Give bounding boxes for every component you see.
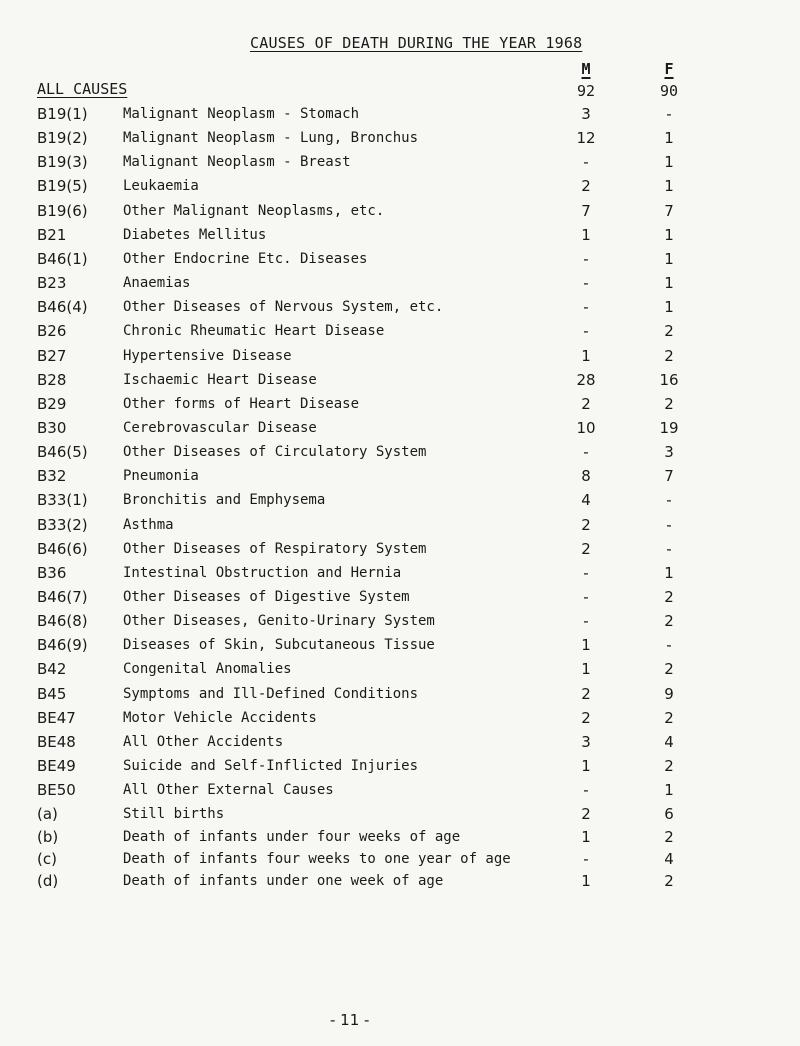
cause-code: B36 (37, 563, 67, 582)
female-count: 2 (664, 827, 674, 846)
cause-description: Death of infants four weeks to one year of age (123, 850, 511, 867)
table-row (0, 296, 800, 318)
male-count: - (583, 274, 589, 293)
table-row (0, 151, 800, 173)
cause-code: B27 (37, 346, 67, 365)
male-count: - (583, 153, 589, 172)
cause-code: B33(1) (37, 491, 88, 510)
male-count: 28 (576, 370, 596, 389)
cause-code: B46(9) (37, 636, 88, 655)
female-count: - (666, 491, 672, 510)
table-row (0, 683, 800, 705)
cause-description: Chronic Rheumatic Heart Disease (123, 323, 385, 340)
table-row (0, 272, 800, 294)
female-count: 1 (664, 274, 674, 293)
female-count: 7 (664, 467, 674, 486)
table-row (0, 489, 800, 511)
table-row (0, 369, 800, 391)
all-causes-female-total: 90 (659, 82, 679, 100)
cause-code: BE48 (37, 732, 76, 751)
table-row (0, 175, 800, 197)
male-count: 2 (581, 708, 591, 727)
female-count: 4 (664, 732, 674, 751)
cause-description: Death of infants under four weeks of age (123, 828, 461, 845)
male-count: 3 (581, 732, 591, 751)
cause-code: B46(7) (37, 588, 88, 606)
female-count: - (666, 539, 672, 558)
cause-description: All Other Accidents (123, 733, 284, 750)
male-count: 2 (581, 177, 591, 196)
cause-description: Malignant Neoplasm - Lung, Bronchus (123, 130, 419, 147)
table-row (0, 417, 800, 439)
cause-code: BE49 (37, 757, 76, 776)
cause-code: B19(5) (37, 177, 88, 196)
cause-code: B33(2) (37, 515, 88, 534)
female-count: 19 (659, 418, 679, 437)
female-count: 1 (664, 177, 674, 196)
cause-description: Other Diseases of Circulatory System (123, 444, 427, 461)
female-count: 2 (664, 346, 674, 365)
cause-description: Malignant Neoplasm - Breast (123, 154, 351, 171)
female-count: 1 (664, 129, 674, 148)
female-count: 7 (664, 201, 674, 220)
female-count: - (666, 515, 672, 534)
cause-description: Other Diseases of Digestive System (123, 589, 410, 605)
column-header-male: M (581, 60, 591, 78)
female-count: 6 (664, 805, 674, 824)
table-row (0, 707, 800, 729)
female-count: 2 (664, 660, 674, 679)
cause-code: B46(8) (37, 612, 88, 631)
male-count: 12 (576, 129, 596, 148)
all-causes-male-total: 92 (576, 82, 596, 100)
male-count: 8 (581, 467, 591, 486)
cause-description: All Other External Causes (123, 782, 334, 799)
table-row (0, 562, 800, 584)
table-row (0, 224, 800, 246)
cause-code: B45 (37, 684, 67, 703)
table-row (0, 465, 800, 487)
page-title: CAUSES OF DEATH DURING THE YEAR 1968 (250, 34, 583, 52)
all-causes-label: ALL CAUSES (37, 80, 128, 98)
female-count: 2 (664, 322, 674, 341)
table-row (0, 658, 800, 680)
cause-code: (c) (37, 849, 57, 868)
cause-code: B46(6) (37, 539, 88, 558)
male-count: 10 (576, 418, 596, 437)
cause-description: Leukaemia (123, 178, 199, 195)
table-row (0, 393, 800, 415)
male-count: 1 (581, 636, 591, 655)
female-count: 2 (664, 871, 674, 890)
female-count: 1 (664, 225, 674, 244)
male-count: - (583, 588, 589, 606)
female-count: 9 (664, 684, 674, 703)
table-row (0, 731, 800, 753)
table-row (0, 826, 800, 848)
female-count: 1 (664, 153, 674, 172)
table-row (0, 755, 800, 777)
cause-description: Other Diseases, Genito-Urinary System (123, 613, 435, 630)
cause-code: BE50 (37, 781, 76, 800)
female-count: 16 (659, 370, 679, 389)
female-count: 2 (664, 757, 674, 776)
male-count: - (583, 249, 589, 268)
male-count: - (583, 322, 589, 341)
female-count: - (666, 636, 672, 655)
cause-code: B42 (37, 660, 67, 679)
male-count: 1 (581, 225, 591, 244)
male-count: 1 (581, 871, 591, 890)
table-row (0, 320, 800, 342)
female-count: 1 (664, 298, 674, 317)
cause-description: Suicide and Self-Inflicted Injuries (123, 758, 419, 775)
table-row (0, 514, 800, 536)
cause-code: B46(4) (37, 298, 88, 317)
cause-description: Other Diseases of Nervous System, etc. (123, 299, 444, 316)
page-number: - 11 - (330, 1011, 370, 1029)
male-count: 1 (581, 827, 591, 846)
cause-description: Cerebrovascular Disease (123, 419, 317, 436)
table-row (0, 848, 800, 870)
female-count: 2 (664, 612, 674, 631)
cause-description: Other Endocrine Etc. Diseases (123, 250, 368, 267)
table-row (0, 345, 800, 367)
female-count: 3 (664, 443, 674, 462)
male-count: - (583, 563, 589, 582)
table-row (0, 870, 800, 892)
cause-description: Diabetes Mellitus (123, 226, 267, 243)
cause-description: Other Diseases of Respiratory System (123, 540, 427, 557)
table-row (0, 441, 800, 463)
male-count: 2 (581, 515, 591, 534)
female-count: - (666, 105, 672, 123)
male-count: 1 (581, 660, 591, 679)
table-row (0, 586, 800, 608)
cause-code: B46(1) (37, 249, 88, 268)
cause-description: Pneumonia (123, 468, 199, 485)
cause-description: Motor Vehicle Accidents (123, 709, 317, 726)
female-count: 1 (664, 563, 674, 582)
male-count: 2 (581, 805, 591, 824)
male-count: 1 (581, 346, 591, 365)
cause-code: B26 (37, 322, 67, 341)
cause-code: B32 (37, 467, 67, 486)
cause-description: Intestinal Obstruction and Hernia (123, 564, 402, 581)
female-count: 1 (664, 781, 674, 800)
male-count: 4 (581, 491, 591, 510)
cause-code: (a) (37, 805, 58, 824)
cause-description: Bronchitis and Emphysema (123, 492, 326, 509)
cause-code: B23 (37, 274, 67, 293)
table-row (0, 634, 800, 656)
cause-code: (b) (37, 827, 59, 846)
male-count: 2 (581, 684, 591, 703)
male-count: - (583, 298, 589, 317)
cause-description: Death of infants under one week of age (123, 872, 444, 889)
male-count: 2 (581, 539, 591, 558)
table-row (0, 610, 800, 632)
cause-description: Other Malignant Neoplasms, etc. (123, 202, 385, 219)
column-header-female: F (664, 60, 674, 78)
male-count: 3 (581, 105, 591, 123)
table-row (0, 127, 800, 149)
cause-code: (d) (37, 871, 59, 890)
cause-description: Asthma (123, 516, 174, 533)
male-count: - (583, 849, 589, 868)
cause-code: B19(2) (37, 129, 88, 148)
table-row (0, 248, 800, 270)
cause-description: Other forms of Heart Disease (123, 395, 360, 412)
table-row (0, 803, 800, 825)
female-count: 4 (664, 849, 674, 868)
cause-description: Hypertensive Disease (123, 347, 292, 364)
cause-code: B29 (37, 394, 67, 413)
female-count: 2 (664, 394, 674, 413)
female-count: 2 (664, 588, 674, 606)
cause-description: Symptoms and Ill-Defined Conditions (123, 685, 419, 702)
male-count: - (583, 781, 589, 800)
cause-code: B19(6) (37, 201, 88, 220)
table-row (0, 200, 800, 222)
cause-code: B30 (37, 418, 67, 437)
cause-code: B46(5) (37, 443, 88, 462)
cause-code: BE47 (37, 708, 76, 727)
cause-code: B19(1) (37, 105, 88, 123)
table-row (0, 779, 800, 801)
table-row (0, 538, 800, 560)
cause-description: Still births (123, 806, 225, 823)
female-count: 1 (664, 249, 674, 268)
table-row (0, 103, 800, 125)
female-count: 2 (664, 708, 674, 727)
cause-description: Ischaemic Heart Disease (123, 371, 317, 388)
male-count: 2 (581, 394, 591, 413)
male-count: - (583, 612, 589, 631)
cause-description: Anaemias (123, 275, 191, 292)
male-count: - (583, 443, 589, 462)
cause-description: Malignant Neoplasm - Stomach (123, 106, 360, 122)
cause-code: B19(3) (37, 153, 88, 172)
cause-code: B21 (37, 225, 67, 244)
cause-description: Diseases of Skin, Subcutaneous Tissue (123, 637, 435, 654)
male-count: 7 (581, 201, 591, 220)
cause-description: Congenital Anomalies (123, 661, 292, 678)
male-count: 1 (581, 757, 591, 776)
cause-code: B28 (37, 370, 67, 389)
